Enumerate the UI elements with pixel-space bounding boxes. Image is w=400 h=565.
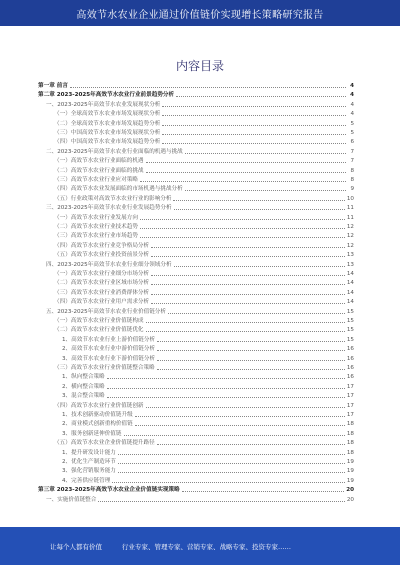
toc-entry[interactable] xyxy=(38,129,354,137)
toc-leader-dots xyxy=(146,407,345,408)
toc-entry-label: （一）全球高效节水农业市场发展现状分析 xyxy=(54,111,161,118)
toc-entry-label: （一）高效节水农业行业面临的机遇 xyxy=(54,158,144,165)
toc-entry-page: 12 xyxy=(346,233,354,240)
toc-entry-page: 6 xyxy=(350,139,354,146)
toc-entry-page: 18 xyxy=(346,440,354,447)
toc-entry-label: （三）高效节水农业行业消费群体分析 xyxy=(54,289,150,296)
toc-entry-page: 16 xyxy=(346,365,354,371)
toc-entry[interactable] xyxy=(38,101,354,109)
toc-entry[interactable] xyxy=(38,223,354,231)
toc-entry[interactable] xyxy=(38,195,354,203)
toc-leader-dots xyxy=(157,341,345,342)
toc-leader-dots xyxy=(124,435,345,436)
toc-entry-label: （三）高效节水农业行业价值链整合策略 xyxy=(54,365,155,371)
toc-entry-page: 4 xyxy=(350,92,354,99)
toc-entry-label: 2、横向整合策略 xyxy=(62,383,105,390)
toc-entry[interactable] xyxy=(38,486,354,494)
toc-entry-label: 一、实施价值链整合 xyxy=(46,496,97,503)
toc-entry[interactable] xyxy=(38,120,354,128)
toc-leader-dots xyxy=(146,162,346,163)
toc-leader-dots xyxy=(151,275,345,276)
toc-entry-label: （三）高效节水农业行业应对策略 xyxy=(54,177,138,183)
toc-entry-page: 14 xyxy=(346,271,354,277)
toc-leader-dots xyxy=(112,482,345,483)
toc-entry-page: 14 xyxy=(346,289,354,296)
toc-entry-page: 15 xyxy=(346,308,354,315)
toc-leader-dots xyxy=(185,153,346,154)
toc-leader-dots xyxy=(146,331,345,332)
toc-entry-label: 第三章 2023-2025年高效节水农业企业价值链实现策略 xyxy=(38,487,180,494)
toc-leader-dots xyxy=(162,143,346,144)
toc-entry-label: （二）高效节水农业行业价值链优化 xyxy=(54,327,144,334)
toc-entry-page: 14 xyxy=(346,280,354,287)
toc-entry[interactable] xyxy=(38,308,354,316)
toc-entry-label: （四）高效节水农业行业竞争格局分析 xyxy=(54,242,150,249)
table-of-contents xyxy=(38,82,354,514)
toc-leader-dots xyxy=(157,360,345,361)
toc-entry-page: 7 xyxy=(350,148,354,155)
toc-entry-label: 二、2023-2025年高效节水农业行业面临的机遇与挑战 xyxy=(46,148,183,155)
toc-entry-label: 五、2023-2025年高效节水农业行业价值链分析 xyxy=(46,308,166,315)
toc-entry[interactable] xyxy=(38,242,354,250)
toc-leader-dots xyxy=(107,378,345,379)
footer-banner xyxy=(0,527,400,565)
toc-leader-dots xyxy=(135,425,345,426)
toc-leader-dots xyxy=(173,200,344,201)
toc-entry-label: （二）全球高效节水农业市场发展趋势分析 xyxy=(54,120,161,127)
toc-entry-page: 16 xyxy=(346,346,354,353)
toc-entry-label: （一）高效节水农业行业细分市场分析 xyxy=(54,271,150,277)
toc-leader-dots xyxy=(140,219,345,220)
toc-entry[interactable] xyxy=(38,439,354,447)
toc-entry-label: （四）高效节水农业行业用户需求分析 xyxy=(54,299,150,306)
toc-leader-dots xyxy=(151,303,345,304)
toc-entry-page: 15 xyxy=(346,336,354,343)
toc-leader-dots xyxy=(157,444,345,445)
toc-entry-label: （四）高效节水农业发展面临的市场机遇与挑战分析 xyxy=(54,186,183,193)
toc-entry-label: （一）高效节水农业行业发展方向 xyxy=(54,214,138,221)
toc-entry-page: 15 xyxy=(346,327,354,334)
toc-entry-label: 3、强化营销服务能力 xyxy=(62,468,116,475)
toc-entry[interactable] xyxy=(38,477,354,485)
toc-entry-page: 20 xyxy=(346,487,354,494)
toc-leader-dots xyxy=(151,284,345,285)
toc-entry-label: 1、技术创新驱动价值链升级 xyxy=(62,412,133,418)
toc-entry[interactable] xyxy=(38,176,354,184)
toc-entry-page: 5 xyxy=(350,130,354,136)
toc-entry-label: 第二章 2023-2025年高效节水农业行业前景趋势分析 xyxy=(38,92,175,99)
toc-leader-dots xyxy=(118,472,345,473)
toc-entry[interactable] xyxy=(38,232,354,240)
toc-entry[interactable] xyxy=(38,430,354,438)
toc-entry[interactable] xyxy=(38,167,354,175)
toc-entry[interactable] xyxy=(38,91,354,99)
toc-entry-label: （三）高效节水农业行业市场趋势 xyxy=(54,233,138,240)
toc-entry-page: 4 xyxy=(350,111,354,118)
toc-entry[interactable] xyxy=(38,383,354,391)
toc-entry-label: （四）中国高效节水农业市场发展趋势分析 xyxy=(54,139,161,146)
toc-entry-page: 8 xyxy=(350,167,354,174)
toc-entry-label: 1、高效节水农业行业上游价值链分析 xyxy=(62,336,156,343)
toc-leader-dots xyxy=(162,115,346,116)
toc-entry-page: 12 xyxy=(346,242,354,249)
toc-entry-page: 13 xyxy=(346,252,354,259)
toc-entry[interactable] xyxy=(38,458,354,466)
toc-entry[interactable] xyxy=(38,251,354,259)
toc-entry-page: 14 xyxy=(346,299,354,306)
toc-entry-page: 4 xyxy=(350,101,354,108)
toc-entry-label: （二）高效节水农业行业技术趋势 xyxy=(54,224,138,230)
toc-leader-dots xyxy=(107,388,345,389)
toc-leader-dots xyxy=(107,397,345,398)
toc-entry-page: 4 xyxy=(350,83,354,89)
toc-entry[interactable] xyxy=(38,82,354,90)
toc-leader-dots xyxy=(146,322,345,323)
toc-entry-label: 2、商业模式创新重构价值链 xyxy=(62,421,133,428)
toc-entry-page: 15 xyxy=(346,318,354,324)
toc-entry[interactable] xyxy=(38,214,354,222)
toc-entry-label: （二）高效节水农业行业区域市场分析 xyxy=(54,280,150,287)
toc-leader-dots xyxy=(157,350,345,351)
toc-entry-page: 17 xyxy=(346,402,354,409)
toc-entry[interactable] xyxy=(38,317,354,325)
toc-entry[interactable] xyxy=(38,110,354,118)
toc-entry-label: 1、提升研发设计能力 xyxy=(62,449,116,456)
toc-leader-dots xyxy=(151,256,345,257)
toc-leader-dots xyxy=(162,125,346,126)
footer-slogan: 让每个人都有价值 xyxy=(50,542,102,551)
toc-entry[interactable] xyxy=(38,289,354,297)
toc-entry[interactable] xyxy=(38,345,354,353)
toc-entry-page: 10 xyxy=(346,195,354,202)
toc-entry-label: 四、2023-2025年高效节水农业行业细分领域分析 xyxy=(46,261,172,268)
toc-entry-label: （二）高效节水农业行业面临的挑战 xyxy=(54,167,144,174)
footer-experts: 行业专家、管理专家、营销专家、战略专家、投资专家…… xyxy=(122,542,291,551)
toc-entry[interactable] xyxy=(38,185,354,193)
toc-entry-page: 16 xyxy=(346,374,354,381)
toc-entry-label: 三、2023-2025年高效节水农业行业发展趋势分析 xyxy=(46,205,172,212)
toc-entry-label: 2、高效节水农业行业中游价值链分析 xyxy=(62,346,156,353)
toc-entry[interactable] xyxy=(38,336,354,344)
toc-entry-page: 12 xyxy=(346,224,354,230)
toc-leader-dots xyxy=(176,96,346,97)
toc-leader-dots xyxy=(118,463,345,464)
toc-entry[interactable] xyxy=(38,402,354,410)
toc-entry-page: 18 xyxy=(346,430,354,437)
toc-entry[interactable] xyxy=(38,449,354,457)
toc-leader-dots xyxy=(151,247,345,248)
toc-entry-page: 16 xyxy=(346,355,354,362)
toc-leader-dots xyxy=(182,491,345,492)
toc-entry[interactable] xyxy=(38,279,354,287)
toc-entry[interactable] xyxy=(38,392,354,400)
toc-entry-page: 19 xyxy=(346,477,354,484)
report-title: 高效节水农业企业通过价值链价实现增长策略研究报告 xyxy=(76,9,324,21)
toc-entry[interactable] xyxy=(38,270,354,278)
toc-heading: 内容目录 xyxy=(175,59,224,73)
toc-entry[interactable] xyxy=(38,467,354,475)
toc-entry-page: 13 xyxy=(346,261,354,268)
toc-entry[interactable] xyxy=(38,326,354,334)
toc-leader-dots xyxy=(162,134,346,135)
toc-entry-label: （五）高效节水农业企业价值链提升路径 xyxy=(54,440,155,447)
toc-leader-dots xyxy=(185,190,346,191)
toc-entry-label: 1、纵向整合策略 xyxy=(62,374,105,381)
toc-entry-page: 18 xyxy=(346,449,354,456)
toc-entry[interactable] xyxy=(38,355,354,363)
toc-entry-label: 4、完善供应链管理 xyxy=(62,477,111,484)
toc-leader-dots xyxy=(98,501,345,502)
toc-leader-dots xyxy=(140,237,345,238)
toc-entry-page: 11 xyxy=(346,205,354,212)
toc-entry-page: 19 xyxy=(346,468,354,475)
toc-entry-page: 17 xyxy=(346,383,354,390)
toc-entry[interactable] xyxy=(38,204,354,212)
toc-entry-label: 3、高效节水农业行业下游价值链分析 xyxy=(62,355,156,362)
toc-entry[interactable] xyxy=(38,261,354,269)
toc-entry-label: 一、2023-2025年高效节水农业发展现状分析 xyxy=(46,101,161,108)
toc-entry-page: 5 xyxy=(350,120,354,127)
toc-entry[interactable] xyxy=(38,148,354,156)
toc-entry[interactable] xyxy=(38,364,354,372)
toc-entry-page: 17 xyxy=(346,412,354,418)
toc-leader-dots xyxy=(135,416,345,417)
toc-leader-dots xyxy=(70,87,346,88)
toc-entry-label: （三）中国高效节水农业市场发展现状分析 xyxy=(54,130,161,136)
toc-entry[interactable] xyxy=(38,411,354,419)
toc-leader-dots xyxy=(146,172,346,173)
toc-entry[interactable] xyxy=(38,157,354,165)
toc-entry-page: 11 xyxy=(346,214,354,221)
toc-leader-dots xyxy=(174,266,345,267)
toc-entry[interactable] xyxy=(38,138,354,146)
toc-entry-page: 9 xyxy=(350,186,354,193)
toc-leader-dots xyxy=(118,454,345,455)
toc-entry-page: 8 xyxy=(350,177,354,183)
report-header-banner xyxy=(0,0,400,26)
toc-entry-label: 第一章 前言 xyxy=(38,83,68,89)
toc-entry-label: 3、服务创新延伸价值链 xyxy=(62,430,122,437)
toc-entry-label: （四）高效节水农业行业价值链创新 xyxy=(54,402,144,409)
toc-leader-dots xyxy=(140,181,346,182)
toc-entry-label: （五）行业政策对高效节水农业行业的影响分析 xyxy=(54,195,172,202)
toc-entry[interactable] xyxy=(38,298,354,306)
toc-entry[interactable] xyxy=(38,496,354,504)
toc-leader-dots xyxy=(140,228,345,229)
toc-leader-dots xyxy=(162,106,346,107)
toc-entry-page: 7 xyxy=(350,158,354,165)
toc-entry[interactable] xyxy=(38,420,354,428)
toc-entry-label: 2、优化生产制造环节 xyxy=(62,459,116,465)
toc-leader-dots xyxy=(151,294,345,295)
toc-entry[interactable] xyxy=(38,373,354,381)
toc-entry-label: （一）高效节水农业行业价值链构成 xyxy=(54,318,144,324)
toc-entry-page: 17 xyxy=(346,393,354,400)
toc-entry-page: 19 xyxy=(346,459,354,465)
toc-entry-page: 18 xyxy=(346,421,354,428)
toc-leader-dots xyxy=(168,313,345,314)
toc-leader-dots xyxy=(174,209,345,210)
toc-leader-dots xyxy=(157,369,345,370)
toc-entry-label: 3、混合整合策略 xyxy=(62,393,105,400)
toc-entry-page: 20 xyxy=(346,496,354,503)
toc-entry-label: （五）高效节水农业行业投资前景分析 xyxy=(54,252,150,259)
